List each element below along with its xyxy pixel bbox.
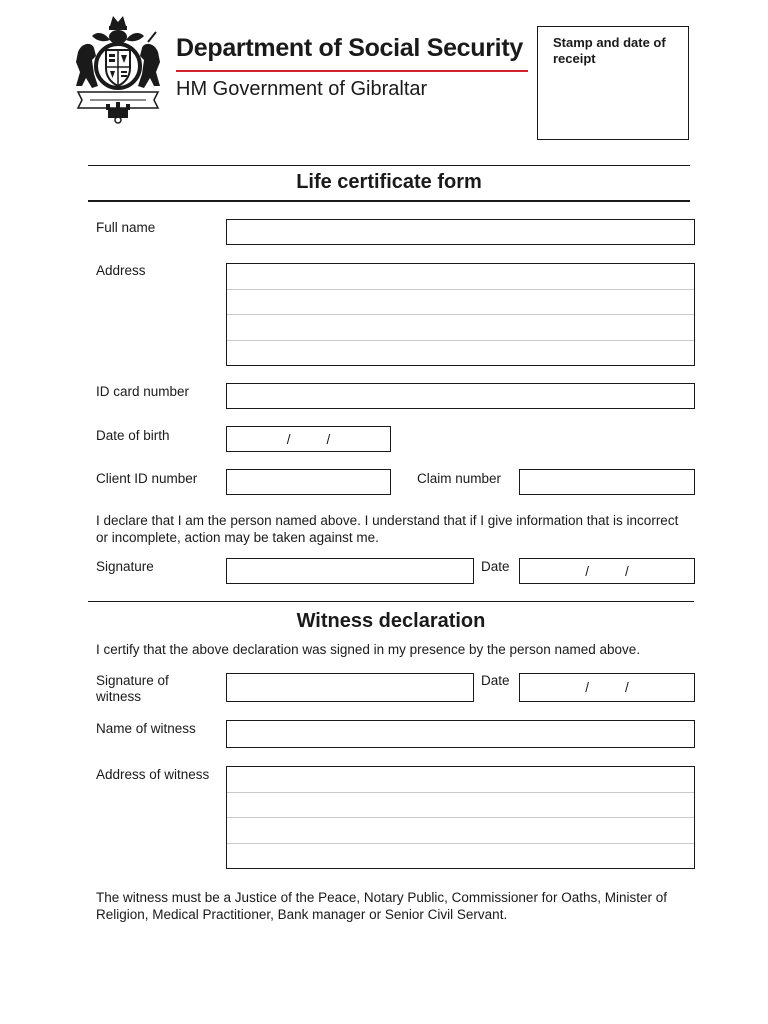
title-bottom-rule bbox=[88, 200, 690, 202]
signature-label: Signature bbox=[96, 559, 154, 574]
witness-address-line-2[interactable] bbox=[227, 793, 694, 819]
date-separator: / bbox=[585, 680, 589, 695]
witness-address-line-1[interactable] bbox=[227, 767, 694, 793]
witness-name-label: Name of witness bbox=[96, 721, 196, 736]
stamp-label: Stamp and date of receipt bbox=[553, 35, 666, 66]
witness-date-label: Date bbox=[481, 673, 510, 688]
witness-certification-text: I certify that the above declaration was signed in my presence by the person named above. bbox=[96, 642, 641, 657]
header-accent-rule bbox=[176, 70, 528, 72]
witness-title: Witness declaration bbox=[296, 610, 486, 632]
department-title: Department of Social Security bbox=[176, 34, 523, 62]
stamp-box bbox=[537, 26, 689, 140]
witness-address-label: Address of witness bbox=[96, 767, 210, 782]
witness-address-field[interactable] bbox=[226, 766, 695, 869]
witness-address-line-3[interactable] bbox=[227, 818, 694, 844]
address-label: Address bbox=[96, 263, 146, 278]
date-separator: / bbox=[585, 563, 589, 579]
witness-requirement-note: The witness must be a Justice of the Peace, Notary Public, Commissioner for Oaths, Minister of Religion, Medical Practitioner, Bank manager or Senior Civil Servant. bbox=[96, 890, 667, 922]
address-line-3[interactable] bbox=[227, 315, 694, 341]
government-title: HM Government of Gibraltar bbox=[176, 78, 428, 100]
address-field[interactable] bbox=[226, 263, 695, 366]
client-id-field[interactable] bbox=[226, 469, 391, 495]
witness-address-line-4[interactable] bbox=[227, 844, 694, 869]
address-line-2[interactable] bbox=[227, 290, 694, 316]
witness-date-field[interactable] bbox=[519, 673, 695, 702]
witness-signature-field[interactable] bbox=[226, 673, 474, 702]
date-separator: / bbox=[625, 680, 629, 695]
client-id-label: Client ID number bbox=[96, 471, 198, 486]
form-title: Life certificate form bbox=[296, 171, 482, 193]
address-line-1[interactable] bbox=[227, 264, 694, 290]
title-top-rule bbox=[88, 165, 690, 166]
date-separator: / bbox=[625, 563, 629, 579]
claim-number-label: Claim number bbox=[417, 471, 502, 486]
date-of-birth-field[interactable] bbox=[226, 426, 391, 452]
signature-date-field[interactable] bbox=[519, 558, 695, 584]
witness-divider bbox=[88, 601, 694, 602]
full-name-field[interactable] bbox=[226, 219, 695, 245]
coat-of-arms-icon bbox=[72, 12, 164, 124]
date-separator: / bbox=[326, 431, 331, 447]
address-line-4[interactable] bbox=[227, 341, 694, 366]
claim-number-field[interactable] bbox=[519, 469, 695, 495]
id-card-label: ID card number bbox=[96, 384, 190, 399]
witness-name-field[interactable] bbox=[226, 720, 695, 748]
witness-signature-label: Signature of witness bbox=[96, 673, 169, 704]
id-card-field[interactable] bbox=[226, 383, 695, 409]
full-name-label: Full name bbox=[96, 220, 156, 235]
date-label: Date bbox=[481, 559, 510, 574]
signature-field[interactable] bbox=[226, 558, 474, 584]
date-separator: / bbox=[286, 431, 291, 447]
declaration-text: I declare that I am the person named above. I understand that if I give information that is incorrect or incomplete, action may be taken against me. bbox=[96, 513, 679, 545]
date-of-birth-label: Date of birth bbox=[96, 428, 170, 443]
